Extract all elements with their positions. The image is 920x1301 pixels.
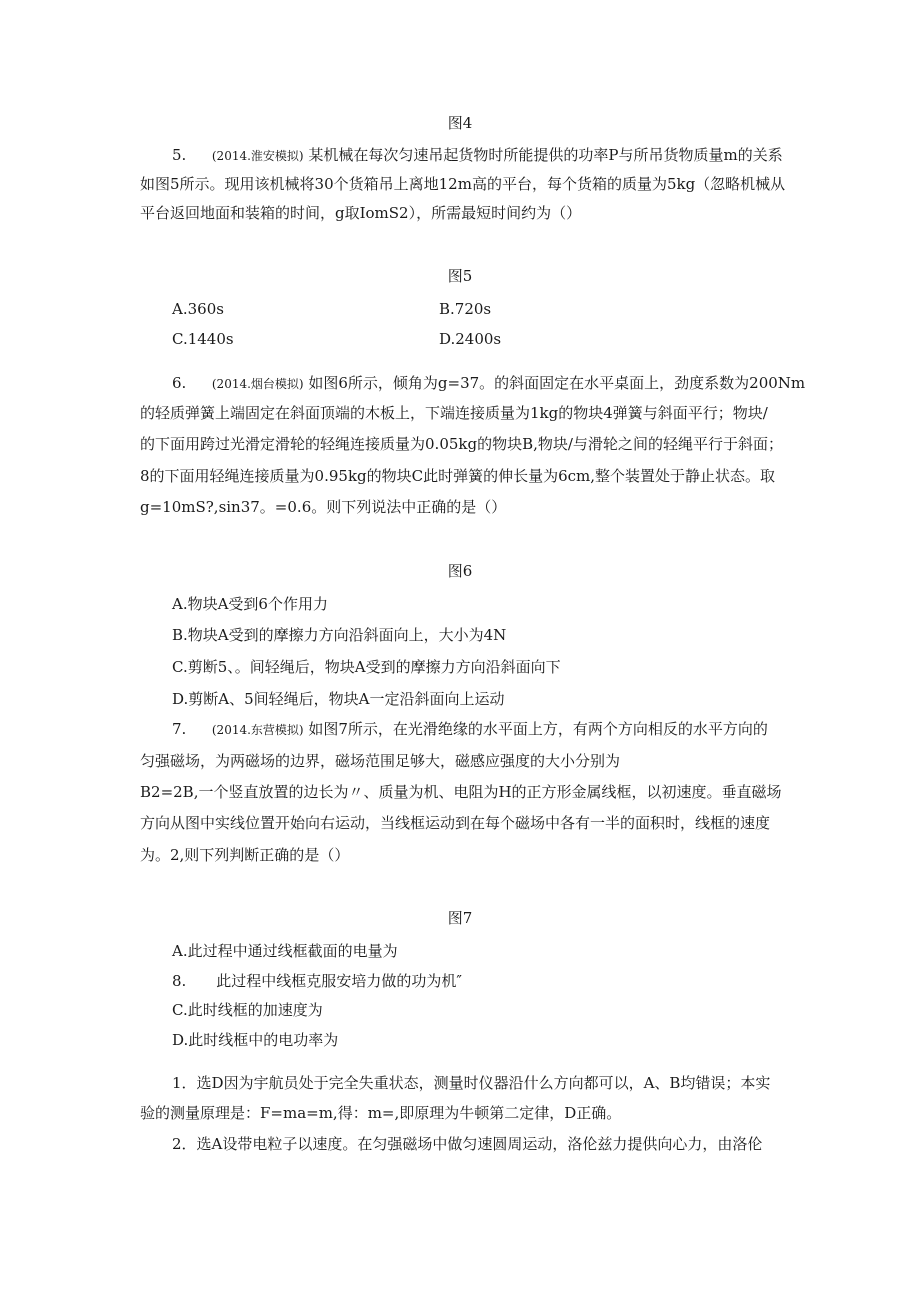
question-6-stem-5: g=10mS?,sin37。=0.6。则下列说法中正确的是（） xyxy=(140,498,507,516)
question-5-source: (2014.淮安模拟) xyxy=(211,149,304,163)
question-6-source: (2014.烟台模拟) xyxy=(211,377,304,391)
question-6-option-c: C.剪断5、。间轻绳后，物块A受到的摩擦力方向沿斜面向下 xyxy=(172,658,561,676)
question-6-stem-2: 的轻质弹簧上端固定在斜面顶端的木板上，下端连接质量为1kg的物块4弹簧与斜面平行；物块/ xyxy=(140,404,768,422)
question-5-stem-3: 平台返回地面和装箱的时间，g取IomS2），所需最短时间约为（） xyxy=(140,204,582,222)
figure-4-caption: 图4 xyxy=(447,114,473,132)
figure-6-caption: 图6 xyxy=(447,562,473,580)
question-5-option-b: B.720s xyxy=(439,300,492,318)
question-7-stem-1: 如图7所示，在光滑绝缘的水平面上方，有两个方向相反的水平方向的 xyxy=(308,720,768,738)
figure-7-caption: 图7 xyxy=(447,909,473,927)
question-7-number: 7. xyxy=(172,720,187,738)
question-7-option-a: A.此过程中通过线框截面的电量为 xyxy=(172,942,398,960)
question-7-stem-3: B2=2B,一个竖直放置的边长为〃、质量为机、电阻为H的正方形金属线框，以初速度。垂直磁场 xyxy=(140,783,782,801)
question-5-option-a: A.360s xyxy=(172,300,224,318)
question-7-option-b: 8. 此过程中线框克服安培力做的功为机″ xyxy=(172,972,462,990)
question-6-stem-1: 如图6所示，倾角为g=37。的斜面固定在水平桌面上，劲度系数为200Nm xyxy=(308,374,806,392)
question-6-option-d: D.剪断A、5间轻绳后，物块A一定沿斜面向上运动 xyxy=(172,690,505,708)
question-5-stem-2: 如图5所示。现用该机械将30个货箱吊上离地12m高的平台，每个货箱的质量为5kg（忽略机械从 xyxy=(140,175,786,193)
question-5-option-d: D.2400s xyxy=(439,330,502,348)
answer-1-line-1: 1．选D因为宇航员处于完全失重状态，测量时仪器沿什么方向都可以，A、B均错误；本实 xyxy=(172,1074,771,1092)
question-5-number: 5. xyxy=(172,146,187,164)
question-6-stem-4: 8的下面用轻绳连接质量为0.95kg的物块C此时弹簧的伸长量为6cm,整个装置处于静止状态。取 xyxy=(140,467,776,485)
answer-2-line-1: 2．选A设带电粒子以速度。在匀强磁场中做匀速圆周运动，洛伦兹力提供向心力，由洛伦 xyxy=(172,1135,763,1153)
question-6-stem-3: 的下面用跨过光滑定滑轮的轻绳连接质量为0.05kg的物块B,物块/与滑轮之间的轻绳平行于斜面； xyxy=(140,435,783,453)
question-7-option-d: D.此时线框中的电功率为 xyxy=(172,1031,339,1049)
figure-5-caption: 图5 xyxy=(447,267,473,285)
question-7-stem-5: 为。2,则下列判断正确的是（） xyxy=(140,846,350,864)
question-7-source: (2014.东营模拟) xyxy=(211,723,304,737)
question-5-option-c: C.1440s xyxy=(172,330,234,348)
question-7-stem-4: 方向从图中实线位置开始向右运动，当线框运动到在每个磁场中各有一半的面积时，线框的速度 xyxy=(140,814,771,832)
question-6-option-b: B.物块A受到的摩擦力方向沿斜面向上，大小为4N xyxy=(172,626,507,644)
question-6-line-1 xyxy=(172,373,805,394)
question-5-line-1 xyxy=(172,145,783,166)
answer-1-line-2: 验的测量原理是：F=ma=m,得：m=,即原理为牛顿第二定律，D正确。 xyxy=(140,1104,622,1122)
question-7-option-c: C.此时线框的加速度为 xyxy=(172,1001,323,1019)
question-7-line-1 xyxy=(172,719,768,740)
question-6-number: 6. xyxy=(172,374,187,392)
question-6-option-a: A.物块A受到6个作用力 xyxy=(172,595,328,613)
question-7-stem-2: 匀强磁场，为两磁场的边界，磁场范围足够大，磁感应强度的大小分别为 xyxy=(140,752,621,770)
question-5-stem-1: 某机械在每次匀速吊起货物时所能提供的功率P与所吊货物质量m的关系 xyxy=(308,146,783,164)
